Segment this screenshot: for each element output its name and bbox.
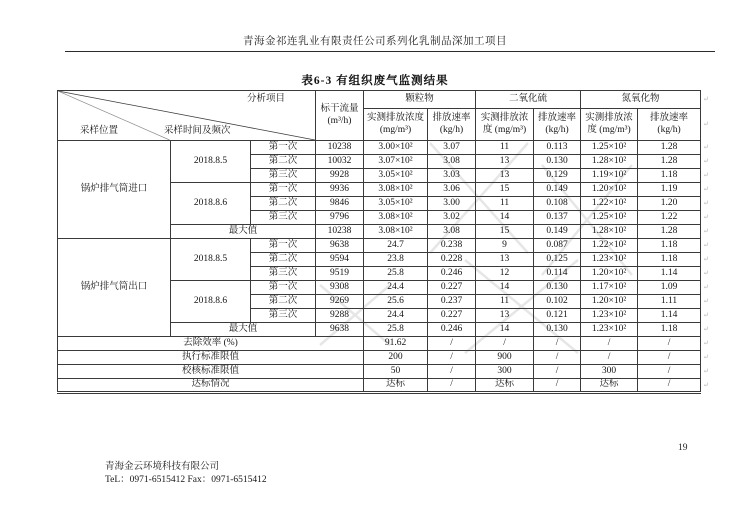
paragraph-mark: ↵ — [703, 95, 709, 103]
value-cell: / — [428, 365, 476, 379]
value-cell: 1.22 — [638, 211, 701, 225]
paragraph-mark: ↵ — [703, 325, 709, 333]
flow-cell: 9269 — [316, 295, 364, 309]
summary-label-cell: 执行标准限值 — [58, 351, 364, 365]
value-cell: 1.17×10² — [581, 281, 638, 295]
value-cell: 1.28×10² — [581, 155, 638, 169]
date-cell: 2018.8.6 — [171, 281, 251, 323]
paragraph-mark: ↵ — [703, 171, 709, 179]
value-cell: 3.08 — [428, 225, 476, 239]
value-cell: 15 — [476, 225, 534, 239]
value-cell: / — [581, 351, 638, 365]
value-cell: / — [476, 337, 534, 351]
value-cell: 1.20×10² — [581, 295, 638, 309]
subheader-pm-concentration: 实测排放浓度 (mg/m³) — [364, 109, 428, 141]
summary-label-cell: 校核标准限值 — [58, 365, 364, 379]
value-cell: 0.149 — [534, 183, 581, 197]
flow-header-cell: 标干流量 (m³/h) — [316, 91, 364, 141]
table-header-row — [58, 91, 701, 109]
pollutant-header-pm: 颗粒物 — [364, 91, 476, 109]
value-cell: 0.113 — [534, 141, 581, 155]
value-cell: 3.05×10² — [364, 169, 428, 183]
flow-cell: 9928 — [316, 169, 364, 183]
value-cell: 14 — [476, 211, 534, 225]
value-cell: / — [534, 379, 581, 393]
date-cell: 2018.8.5 — [171, 141, 251, 183]
flow-cell: 9936 — [316, 183, 364, 197]
value-cell: 1.19 — [638, 183, 701, 197]
value-cell: 1.18 — [638, 169, 701, 183]
document-header-title: 青海金祁连乳业有限责任公司系列化乳制品深加工项目 — [243, 36, 507, 47]
value-cell: 0.087 — [534, 239, 581, 253]
summary-row — [58, 365, 701, 379]
value-cell: 3.00×10² — [364, 141, 428, 155]
value-cell: 1.25×10² — [581, 211, 638, 225]
value-cell: 0.246 — [428, 267, 476, 281]
value-cell: 3.02 — [428, 211, 476, 225]
value-cell: / — [638, 379, 701, 393]
value-cell: 1.23×10² — [581, 253, 638, 267]
summary-row — [58, 351, 701, 365]
value-cell: 13 — [476, 155, 534, 169]
value-cell: 1.20×10² — [581, 267, 638, 281]
value-cell: 0.108 — [534, 197, 581, 211]
corner-header-cell — [58, 91, 316, 141]
value-cell: 1.19×10² — [581, 169, 638, 183]
flow-cell: 9638 — [316, 323, 364, 337]
value-cell: 25.6 — [364, 295, 428, 309]
value-cell: 1.09 — [638, 281, 701, 295]
table-row — [58, 141, 701, 155]
paragraph-mark: ↵ — [703, 185, 709, 193]
value-cell: 91.62 — [364, 337, 428, 351]
date-cell: 2018.8.6 — [171, 183, 251, 225]
monitoring-results-table — [57, 90, 701, 394]
value-cell: 25.8 — [364, 323, 428, 337]
run-cell: 第三次 — [251, 211, 316, 225]
value-cell: / — [581, 337, 638, 351]
value-cell: 1.22×10² — [581, 239, 638, 253]
value-cell: 13 — [476, 169, 534, 183]
value-cell: 11 — [476, 141, 534, 155]
value-cell: 1.25×10² — [581, 141, 638, 155]
value-cell: / — [638, 365, 701, 379]
value-cell: / — [534, 351, 581, 365]
value-cell: 1.28 — [638, 225, 701, 239]
value-cell: 3.08×10² — [364, 225, 428, 239]
run-cell: 第一次 — [251, 183, 316, 197]
pollutant-header-nox: 氮氧化物 — [581, 91, 701, 109]
corner-label-sampling-location: 采样位置 — [80, 125, 119, 136]
paragraph-mark: ↵ — [703, 143, 709, 151]
flow-cell: 9288 — [316, 309, 364, 323]
value-cell: 1.18 — [638, 253, 701, 267]
subheader-pm-rate: 排放速率 (kg/h) — [428, 109, 476, 141]
paragraph-mark: ↵ — [703, 157, 709, 165]
run-cell: 第三次 — [251, 309, 316, 323]
location-cell: 锅炉排气筒进口 — [58, 141, 171, 239]
run-cell: 第二次 — [251, 295, 316, 309]
paragraph-mark: ↵ — [703, 311, 709, 319]
paragraph-mark: ↵ — [703, 269, 709, 277]
value-cell: 24.4 — [364, 309, 428, 323]
flow-cell: 9846 — [316, 197, 364, 211]
value-cell: / — [428, 351, 476, 365]
value-cell: 1.11 — [638, 295, 701, 309]
value-cell: 0.102 — [534, 295, 581, 309]
summary-label-cell: 去除效率 (%) — [58, 337, 364, 351]
run-cell: 第三次 — [251, 169, 316, 183]
value-cell: 1.14 — [638, 309, 701, 323]
value-cell: 达标 — [364, 379, 428, 393]
corner-label-sampling-time: 采样时间及频次 — [164, 125, 231, 136]
paragraph-mark: ↵ — [703, 283, 709, 291]
value-cell: 3.07×10² — [364, 155, 428, 169]
value-cell: 3.07 — [428, 141, 476, 155]
header-rule — [65, 51, 715, 52]
value-cell: 达标 — [581, 379, 638, 393]
paragraph-mark: ↵ — [703, 227, 709, 235]
value-cell: 13 — [476, 309, 534, 323]
value-cell: 3.05×10² — [364, 197, 428, 211]
page-number: 19 — [678, 443, 688, 453]
flow-cell: 10032 — [316, 155, 364, 169]
value-cell: 3.08 — [428, 155, 476, 169]
value-cell: / — [428, 337, 476, 351]
summary-row — [58, 337, 701, 351]
value-cell: 0.237 — [428, 295, 476, 309]
value-cell: 14 — [476, 323, 534, 337]
run-cell: 第一次 — [251, 239, 316, 253]
value-cell: 14 — [476, 281, 534, 295]
value-cell: 50 — [364, 365, 428, 379]
value-cell: 3.06 — [428, 183, 476, 197]
paragraph-mark: ↵ — [703, 199, 709, 207]
value-cell: 0.238 — [428, 239, 476, 253]
value-cell: 24.7 — [364, 239, 428, 253]
table-row — [58, 239, 701, 253]
value-cell: 300 — [476, 365, 534, 379]
value-cell: 1.28×10² — [581, 225, 638, 239]
subheader-nox-rate: 排放速率 (kg/h) — [638, 109, 701, 141]
pollutant-header-so2: 二氧化硫 — [476, 91, 581, 109]
flow-cell: 10238 — [316, 225, 364, 239]
value-cell: 1.28 — [638, 155, 701, 169]
value-cell: 0.246 — [428, 323, 476, 337]
paragraph-mark: ↵ — [703, 120, 709, 128]
value-cell: 12 — [476, 267, 534, 281]
corner-label-analysis-item: 分析项目 — [246, 94, 285, 104]
flow-cell: 9519 — [316, 267, 364, 281]
value-cell: 11 — [476, 295, 534, 309]
value-cell: 1.20×10² — [581, 183, 638, 197]
subheader-so2-concentration: 实测排放浓度 (mg/m³) — [476, 109, 534, 141]
value-cell: / — [638, 351, 701, 365]
run-cell: 第二次 — [251, 253, 316, 267]
value-cell: 0.114 — [534, 267, 581, 281]
paragraph-mark: ↵ — [703, 367, 709, 375]
value-cell: 0.130 — [534, 281, 581, 295]
value-cell: 0.130 — [534, 155, 581, 169]
value-cell: 3.08×10² — [364, 183, 428, 197]
summary-row — [58, 379, 701, 393]
max-label-cell: 最大值 — [171, 323, 316, 337]
value-cell: 3.00 — [428, 197, 476, 211]
run-cell: 第三次 — [251, 267, 316, 281]
paragraph-mark: ↵ — [703, 255, 709, 263]
paragraph-mark: ↵ — [703, 381, 709, 389]
subheader-so2-rate: 排放速率 (kg/h) — [534, 109, 581, 141]
value-cell: 1.18 — [638, 323, 701, 337]
value-cell: 15 — [476, 183, 534, 197]
value-cell: / — [534, 365, 581, 379]
value-cell: 13 — [476, 253, 534, 267]
footer — [105, 461, 267, 487]
paragraph-mark: ↵ — [703, 213, 709, 221]
run-cell: 第二次 — [251, 155, 316, 169]
flow-cell: 9796 — [316, 211, 364, 225]
value-cell: / — [638, 337, 701, 351]
value-cell: 0.227 — [428, 309, 476, 323]
value-cell: 3.08×10² — [364, 211, 428, 225]
value-cell: 25.8 — [364, 267, 428, 281]
value-cell: 1.23×10² — [581, 309, 638, 323]
value-cell: 1.14 — [638, 267, 701, 281]
summary-label-cell: 达标情况 — [58, 379, 364, 393]
flow-cell: 10238 — [316, 141, 364, 155]
flow-cell: 9308 — [316, 281, 364, 295]
location-cell: 锅炉排气筒出口 — [58, 239, 171, 337]
date-cell: 2018.8.5 — [171, 239, 251, 281]
value-cell: 0.149 — [534, 225, 581, 239]
value-cell: 11 — [476, 197, 534, 211]
value-cell: 3.03 — [428, 169, 476, 183]
value-cell: 0.130 — [534, 323, 581, 337]
paragraph-mark: ↵ — [703, 241, 709, 249]
run-cell: 第一次 — [251, 141, 316, 155]
value-cell: 1.23×10² — [581, 323, 638, 337]
flow-cell: 9594 — [316, 253, 364, 267]
footer-company: 青海金云环境科技有限公司 — [105, 462, 220, 472]
run-cell: 第二次 — [251, 197, 316, 211]
value-cell: 1.20 — [638, 197, 701, 211]
paragraph-mark: ↵ — [703, 353, 709, 361]
table-title: 表6-3 有组织废气监测结果 — [301, 75, 449, 87]
run-cell: 第一次 — [251, 281, 316, 295]
paragraph-mark: ↵ — [703, 339, 709, 347]
value-cell: 24.4 — [364, 281, 428, 295]
value-cell: 23.8 — [364, 253, 428, 267]
value-cell: / — [428, 379, 476, 393]
paragraph-mark: ↵ — [703, 297, 709, 305]
value-cell: / — [534, 337, 581, 351]
value-cell: 0.227 — [428, 281, 476, 295]
value-cell: 9 — [476, 239, 534, 253]
flow-cell: 9638 — [316, 239, 364, 253]
footer-contact: TeL：0971-6515412 Fax：0971-6515412 — [105, 474, 267, 485]
value-cell: 1.18 — [638, 239, 701, 253]
value-cell: 0.137 — [534, 211, 581, 225]
max-label-cell: 最大值 — [171, 225, 316, 239]
value-cell: 200 — [364, 351, 428, 365]
value-cell: 0.129 — [534, 169, 581, 183]
value-cell: 达标 — [476, 379, 534, 393]
value-cell: 0.121 — [534, 309, 581, 323]
subheader-nox-concentration: 实测排放浓度 (mg/m³) — [581, 109, 638, 141]
value-cell: 0.125 — [534, 253, 581, 267]
value-cell: 0.228 — [428, 253, 476, 267]
value-cell: 300 — [581, 365, 638, 379]
value-cell: 1.28 — [638, 141, 701, 155]
value-cell: 1.22×10² — [581, 197, 638, 211]
value-cell: 900 — [476, 351, 534, 365]
